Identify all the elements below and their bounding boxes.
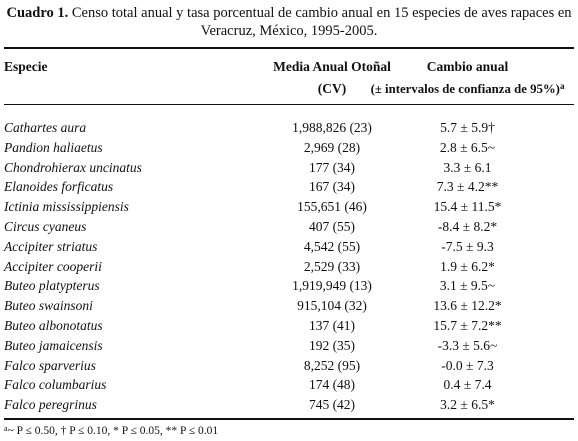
cambio-cell: 3.2 ± 6.5* <box>440 397 495 413</box>
table-row <box>0 336 578 356</box>
species-cell: Buteo swainsoni <box>4 298 93 314</box>
cambio-cell: 7.3 ± 4.2** <box>436 179 499 195</box>
cambio-cell: -0.0 ± 7.3 <box>441 357 494 373</box>
media-cell: 1,919,949 (13) <box>292 278 372 294</box>
cambio-cell: -8.4 ± 8.2* <box>437 218 498 234</box>
footnote-text: ~ P ≤ 0.50, † P ≤ 0.10, * P ≤ 0.05, ** P ≤ 0.01 <box>7 425 219 437</box>
cambio-cell: 13.6 ± 12.2* <box>433 298 502 314</box>
species-cell: Falco columbarius <box>4 377 107 393</box>
header-rule <box>4 104 574 105</box>
table-row <box>0 316 578 336</box>
cambio-cell: 0.4 ± 7.4 <box>443 377 492 393</box>
media-cell: 1,988,826 (23) <box>292 120 372 135</box>
table-row <box>0 177 578 197</box>
caption-text: Censo total anual y tasa porcentual de cambio anual en 15 especies de aves rapaces en <box>71 5 572 21</box>
cambio-cell: 3.1 ± 9.5~ <box>439 278 496 294</box>
header-cambio-footnote-mark: a <box>559 81 565 91</box>
cambio-cell: 1.9 ± 6.2* <box>440 258 495 274</box>
header-media: Media Anual Otoñal <box>273 59 391 74</box>
media-cell: 8,252 (95) <box>303 357 361 373</box>
table-row <box>0 217 578 237</box>
cambio-cell: 3.3 ± 6.1 <box>443 159 492 175</box>
table-body <box>0 118 578 415</box>
table-row <box>0 158 578 178</box>
media-cell: 177 (34) <box>308 159 356 175</box>
table-row <box>0 118 578 138</box>
species-cell: Buteo platypterus <box>4 278 100 294</box>
header-species: Especie <box>4 59 48 74</box>
table-row <box>0 237 578 257</box>
table-row <box>0 257 578 277</box>
header-cambio-ci-text: (± intervalos de confianza de 95%) <box>370 82 560 96</box>
cambio-cell: 15.7 ± 7.2** <box>433 317 502 333</box>
media-cell: 407 (55) <box>308 218 356 234</box>
species-cell: Cathartes aura <box>4 120 87 135</box>
header-cambio-ci <box>360 80 575 98</box>
caption-line-1 <box>0 4 578 22</box>
media-cell: 137 (41) <box>308 317 356 333</box>
media-cell: 174 (48) <box>308 377 356 393</box>
species-cell: Buteo albonotatus <box>4 317 103 333</box>
cambio-cell: -3.3 ± 5.6~ <box>437 337 498 353</box>
species-cell: Falco peregrinus <box>4 397 97 413</box>
table-row <box>0 276 578 296</box>
species-cell: Circus cyaneus <box>4 218 87 234</box>
header-media-cv: (CV) <box>317 81 347 96</box>
media-cell: 155,651 (46) <box>297 199 367 215</box>
table-row <box>0 197 578 217</box>
top-rule <box>4 47 574 49</box>
footnote <box>4 424 218 438</box>
media-cell: 745 (42) <box>308 397 356 413</box>
bottom-rule <box>4 418 574 420</box>
table-caption <box>0 4 578 40</box>
table-row <box>0 395 578 415</box>
species-cell: Elanoides forficatus <box>4 179 114 195</box>
table-row <box>0 375 578 395</box>
footnote-mark: a <box>4 424 8 433</box>
header-cambio: Cambio anual <box>426 59 509 74</box>
caption-label: Cuadro 1. <box>6 5 69 21</box>
media-cell: 167 (34) <box>308 179 356 195</box>
species-cell: Ictinia mississippiensis <box>4 199 129 215</box>
cambio-cell: -7.5 ± 9.3 <box>441 238 494 254</box>
media-cell: 2,969 (28) <box>303 139 361 155</box>
species-cell: Falco sparverius <box>4 357 96 373</box>
media-cell: 2,529 (33) <box>303 258 361 274</box>
cambio-cell: 15.4 ± 11.5* <box>433 199 502 215</box>
table-row <box>0 296 578 316</box>
cambio-cell: 2.8 ± 6.5~ <box>439 139 496 155</box>
species-cell: Pandion haliaetus <box>4 139 103 155</box>
species-cell: Buteo jamaicensis <box>4 337 103 353</box>
species-cell: Accipiter striatus <box>4 238 98 254</box>
media-cell: 192 (35) <box>308 337 356 353</box>
table-row <box>0 356 578 376</box>
species-cell: Accipiter cooperii <box>4 258 102 274</box>
media-cell: 4,542 (55) <box>303 238 361 254</box>
media-cell: 915,104 (32) <box>297 298 367 314</box>
cambio-cell: 5.7 ± 5.9† <box>440 120 495 135</box>
species-cell: Chondrohierax uncinatus <box>4 159 142 175</box>
table-row <box>0 138 578 158</box>
caption-line-2: Veracruz, México, 1995-2005. <box>200 23 378 39</box>
